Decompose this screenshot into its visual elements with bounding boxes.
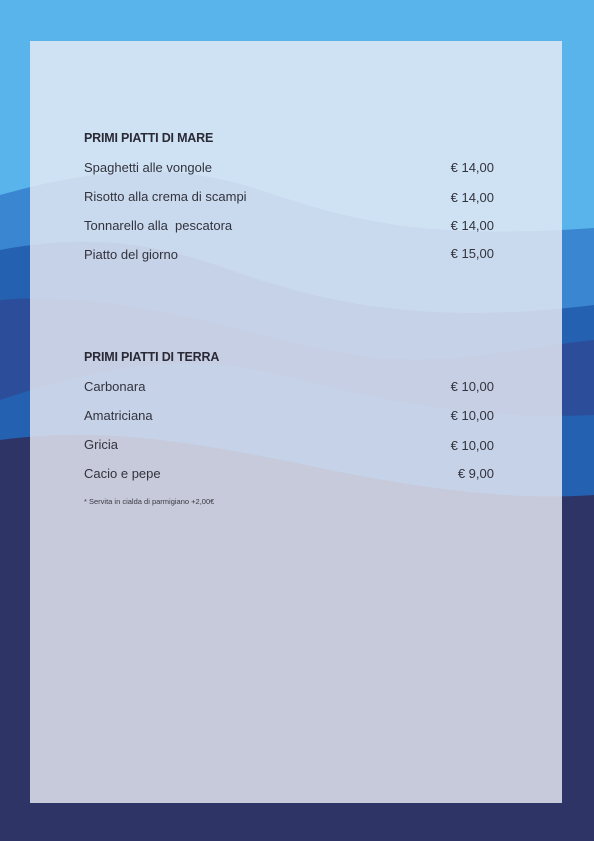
- menu-item-name: Spaghetti alle vongole: [84, 160, 212, 175]
- menu-item-price: € 9,00: [457, 466, 494, 481]
- menu-item-price: € 14,00: [450, 190, 494, 205]
- section-title-terra: PRIMI PIATTI DI TERRA: [84, 350, 220, 364]
- menu-item-price: € 14,00: [450, 160, 494, 175]
- menu-item-price: € 10,00: [450, 408, 494, 423]
- menu-item-name: Cacio e pepe: [84, 466, 161, 481]
- section-title-mare: PRIMI PIATTI DI MARE: [84, 131, 214, 145]
- footnote: * Servita in cialda di parmigiano +2,00€: [84, 497, 215, 506]
- menu-item-name: Gricia: [84, 437, 118, 452]
- menu-item-name: Carbonara: [84, 379, 146, 394]
- menu-item-name: Risotto alla crema di scampi: [84, 189, 247, 204]
- menu-item-price: € 15,00: [450, 246, 494, 261]
- menu-item-name: Amatriciana: [84, 408, 153, 423]
- menu-item-price: € 14,00: [450, 218, 494, 233]
- menu-item-name: Tonnarello alla pescatora: [84, 218, 233, 233]
- menu-item-price: € 10,00: [450, 438, 494, 453]
- menu-item-price: € 10,00: [450, 379, 494, 394]
- menu-item-name: Piatto del giorno: [84, 247, 178, 262]
